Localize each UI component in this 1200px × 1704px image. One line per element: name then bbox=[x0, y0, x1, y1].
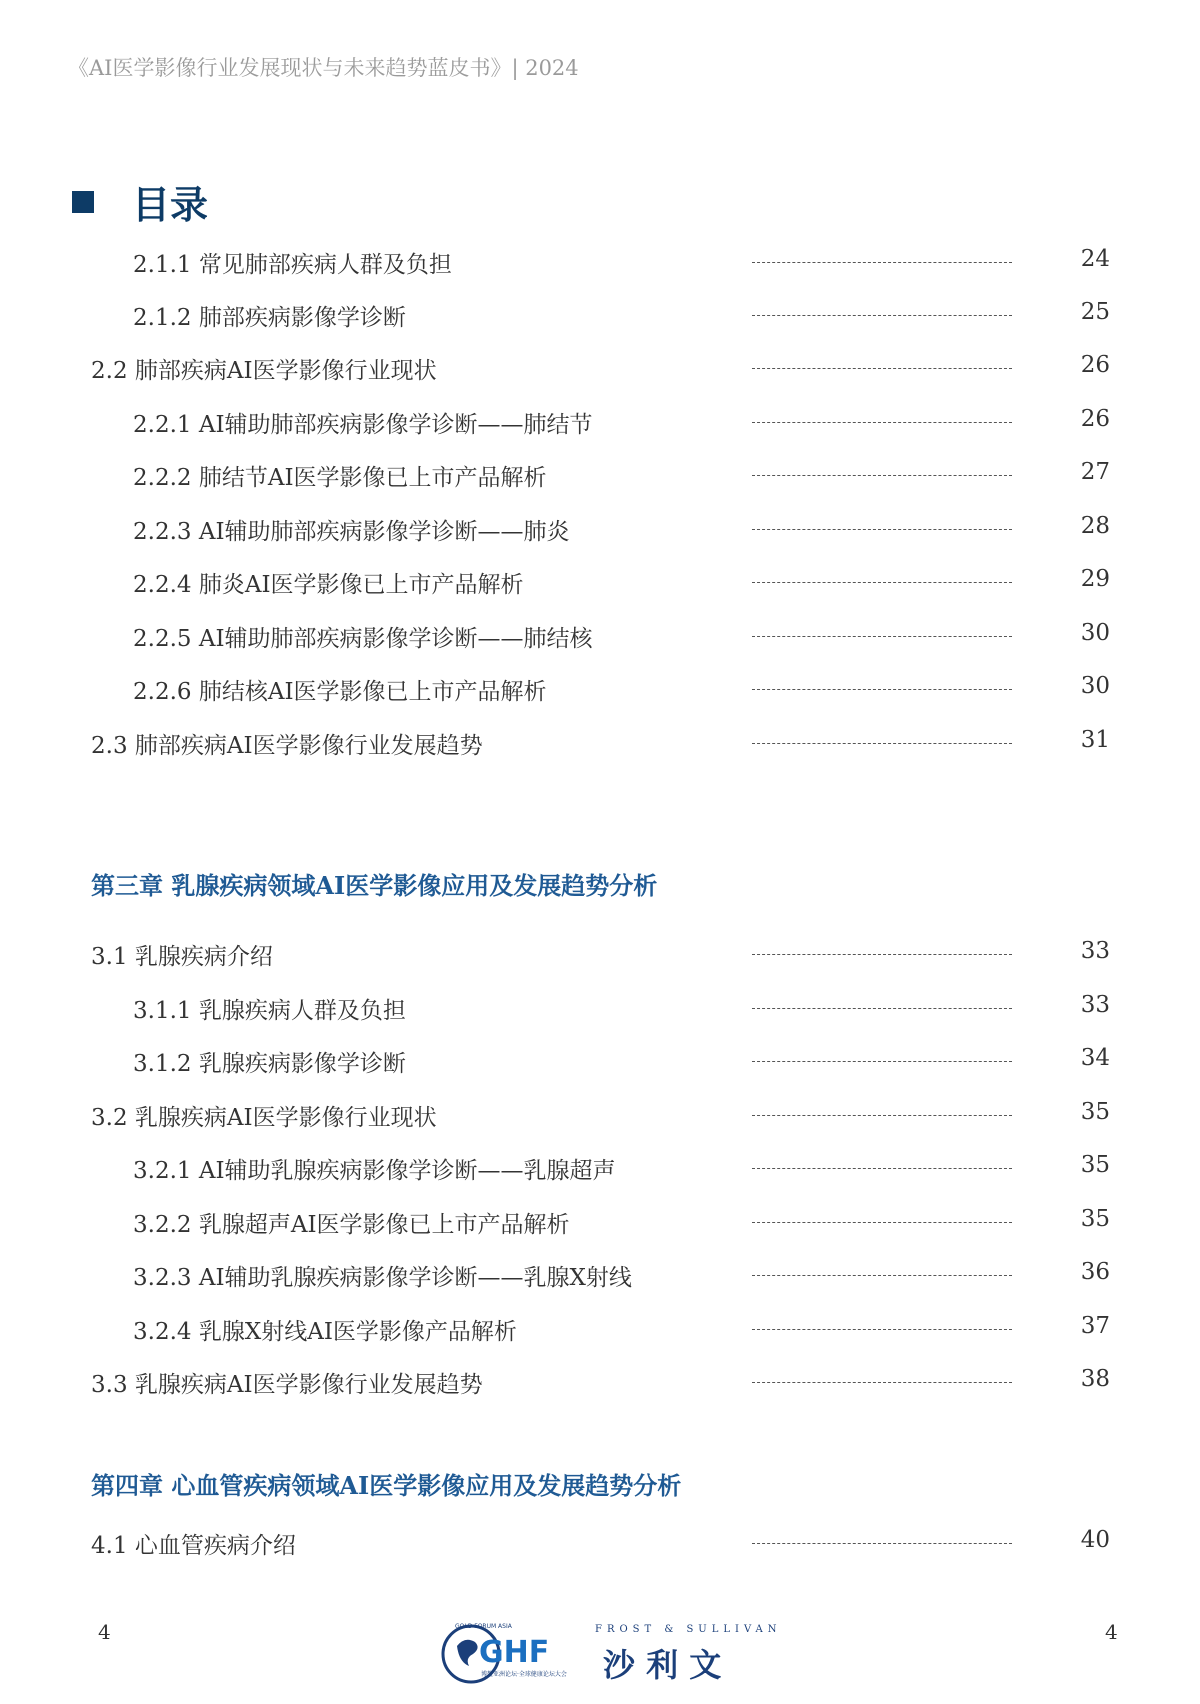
toc-entry-label: 2.2.6 肺结核AI医学影像已上市产品解析 bbox=[133, 679, 547, 705]
toc-entry-label: 3.1.1 乳腺疾病人群及负担 bbox=[133, 998, 406, 1024]
toc-entry[interactable] bbox=[0, 295, 1200, 335]
toc-entry-label: 3.1 乳腺疾病介绍 bbox=[91, 944, 273, 970]
toc-leader bbox=[752, 315, 1012, 316]
toc-entry-page: 27 bbox=[1080, 459, 1110, 485]
toc-entry-label: 2.2.5 AI辅助肺部疾病影像学诊断——肺结核 bbox=[133, 626, 593, 652]
toc-entry-label: 2.1.2 肺部疾病影像学诊断 bbox=[133, 305, 406, 331]
toc-entry[interactable] bbox=[0, 1041, 1200, 1081]
toc-entry-page: 24 bbox=[1080, 246, 1110, 272]
toc-leader bbox=[752, 636, 1012, 637]
toc-entry-page: 40 bbox=[1080, 1527, 1110, 1553]
toc-leader bbox=[752, 262, 1012, 263]
ghf-subtext: 博鳌亚洲论坛·全球健康论坛大会 bbox=[481, 1671, 567, 1678]
title-square-icon bbox=[72, 191, 94, 213]
toc-entry[interactable] bbox=[0, 1148, 1200, 1188]
toc-leader bbox=[752, 689, 1012, 690]
toc-entry[interactable] bbox=[0, 348, 1200, 388]
toc-leader bbox=[752, 1168, 1012, 1169]
ghf-top-text: GOLD FORUM ASIA bbox=[455, 1623, 512, 1630]
toc-entry-page: 35 bbox=[1080, 1206, 1110, 1232]
toc-leader bbox=[752, 1115, 1012, 1116]
toc-leader bbox=[752, 1222, 1012, 1223]
toc-entry[interactable] bbox=[0, 616, 1200, 656]
toc-entry-label: 3.2.4 乳腺X射线AI医学影像产品解析 bbox=[133, 1319, 517, 1345]
toc-entry-label: 3.3 乳腺疾病AI医学影像行业发展趋势 bbox=[91, 1372, 483, 1398]
toc-leader bbox=[752, 475, 1012, 476]
toc-entry[interactable] bbox=[0, 669, 1200, 709]
toc-entry-page: 33 bbox=[1080, 992, 1110, 1018]
toc-entry-label: 2.2.3 AI辅助肺部疾病影像学诊断——肺炎 bbox=[133, 519, 570, 545]
toc-entry-page: 38 bbox=[1080, 1366, 1110, 1392]
toc-entry-page: 25 bbox=[1080, 299, 1110, 325]
toc-leader bbox=[752, 1275, 1012, 1276]
toc-leader bbox=[752, 368, 1012, 369]
toc-entry[interactable] bbox=[0, 1309, 1200, 1349]
toc-entry-label: 2.2.2 肺结节AI医学影像已上市产品解析 bbox=[133, 465, 547, 491]
toc-leader bbox=[752, 1543, 1012, 1544]
frost-sullivan-logo bbox=[595, 1624, 781, 1684]
toc-leader bbox=[752, 743, 1012, 744]
toc-entry[interactable] bbox=[0, 988, 1200, 1028]
toc-leader bbox=[752, 529, 1012, 530]
toc-leader bbox=[752, 422, 1012, 423]
toc-entry-label: 2.2 肺部疾病AI医学影像行业现状 bbox=[91, 358, 437, 384]
toc-entry-label: 2.2.1 AI辅助肺部疾病影像学诊断——肺结节 bbox=[133, 412, 593, 438]
toc-entry-label: 3.2.2 乳腺超声AI医学影像已上市产品解析 bbox=[133, 1212, 570, 1238]
toc-title-row bbox=[72, 174, 208, 229]
chapter-heading[interactable]: 第四章 心血管疾病领域AI医学影像应用及发展趋势分析 bbox=[91, 1471, 682, 1500]
toc-entry-page: 33 bbox=[1080, 938, 1110, 964]
toc-leader bbox=[752, 1329, 1012, 1330]
toc-entry-page: 26 bbox=[1080, 352, 1110, 378]
running-header: 《AI医学影像行业发展现状与未来趋势蓝皮书》| 2024 bbox=[68, 56, 579, 80]
footer-logos bbox=[435, 1618, 795, 1690]
toc-entry-label: 2.3 肺部疾病AI医学影像行业发展趋势 bbox=[91, 733, 483, 759]
toc-entry[interactable] bbox=[0, 242, 1200, 282]
toc-entry-label: 2.1.1 常见肺部疾病人群及负担 bbox=[133, 252, 452, 278]
toc-leader bbox=[752, 582, 1012, 583]
toc-entry[interactable] bbox=[0, 1255, 1200, 1295]
toc-entry-label: 3.2.3 AI辅助乳腺疾病影像学诊断——乳腺X射线 bbox=[133, 1265, 632, 1291]
toc-entry-page: 30 bbox=[1080, 620, 1110, 646]
toc-entry-page: 37 bbox=[1080, 1313, 1110, 1339]
toc-leader bbox=[752, 1008, 1012, 1009]
chapter-heading[interactable]: 第三章 乳腺疾病领域AI医学影像应用及发展趋势分析 bbox=[91, 871, 658, 900]
toc-entry-label: 2.2.4 肺炎AI医学影像已上市产品解析 bbox=[133, 572, 524, 598]
toc-entry-page: 26 bbox=[1080, 406, 1110, 432]
toc-entry[interactable] bbox=[0, 402, 1200, 442]
toc-entry[interactable] bbox=[0, 509, 1200, 549]
ghf-globe-land bbox=[457, 1640, 478, 1666]
toc-leader bbox=[752, 954, 1012, 955]
toc-entry[interactable] bbox=[0, 934, 1200, 974]
toc-entry[interactable] bbox=[0, 723, 1200, 763]
toc-entry-page: 31 bbox=[1080, 727, 1110, 753]
toc-entry[interactable] bbox=[0, 1095, 1200, 1135]
toc-entry[interactable] bbox=[0, 1202, 1200, 1242]
toc-entry-page: 28 bbox=[1080, 513, 1110, 539]
toc-entry-label: 3.2.1 AI辅助乳腺疾病影像学诊断——乳腺超声 bbox=[133, 1158, 616, 1184]
toc-entry[interactable] bbox=[0, 562, 1200, 602]
page-number-left: 4 bbox=[98, 1620, 111, 1644]
toc-entry-page: 35 bbox=[1080, 1099, 1110, 1125]
toc-title: 目录 bbox=[132, 182, 209, 227]
toc-leader bbox=[752, 1061, 1012, 1062]
toc-entry[interactable] bbox=[0, 1523, 1200, 1563]
toc-entry-label: 4.1 心血管疾病介绍 bbox=[91, 1533, 296, 1559]
frost-sullivan-wordmark: FROST & SULLIVAN bbox=[595, 1624, 782, 1635]
toc-entry[interactable] bbox=[0, 1362, 1200, 1402]
toc-entry-page: 35 bbox=[1080, 1152, 1110, 1178]
toc-entry-label: 3.1.2 乳腺疾病影像学诊断 bbox=[133, 1051, 406, 1077]
toc-leader bbox=[752, 1382, 1012, 1383]
toc-entry-page: 36 bbox=[1080, 1259, 1110, 1285]
page-number-right: 4 bbox=[1105, 1620, 1118, 1644]
ghf-logo bbox=[443, 1623, 567, 1682]
ghf-wordmark: GHF bbox=[479, 1635, 550, 1670]
toc-entry-page: 29 bbox=[1080, 566, 1110, 592]
toc-entry[interactable] bbox=[0, 455, 1200, 495]
toc-entry-label: 3.2 乳腺疾病AI医学影像行业现状 bbox=[91, 1105, 437, 1131]
frost-sullivan-cn: 沙 利 文 bbox=[603, 1646, 722, 1684]
toc-entry-page: 34 bbox=[1080, 1045, 1110, 1071]
toc-entry-page: 30 bbox=[1080, 673, 1110, 699]
